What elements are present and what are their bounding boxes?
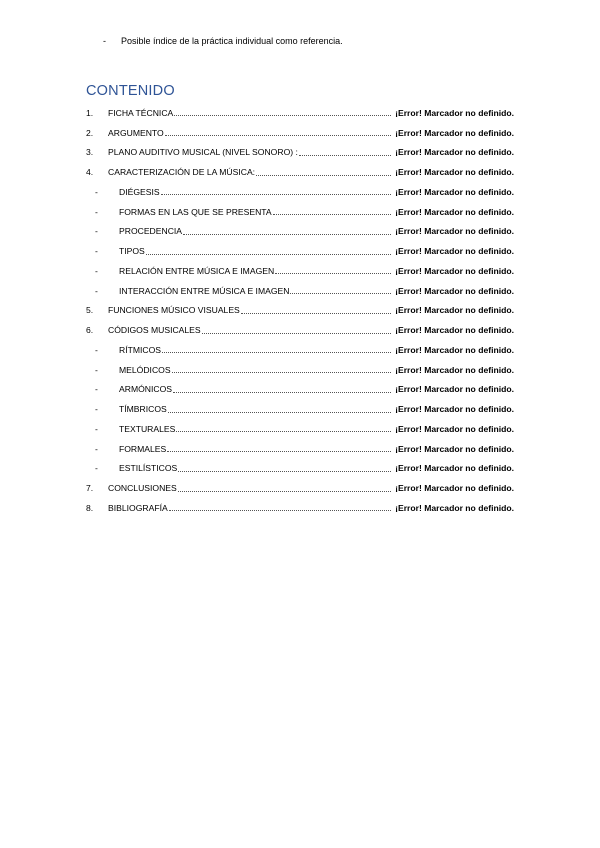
toc-subentry[interactable] xyxy=(86,340,514,360)
toc-label[interactable]: RÍTMICOS xyxy=(119,344,162,355)
toc-dot-leader xyxy=(167,441,391,452)
toc-bullet: - xyxy=(95,463,98,474)
intro-dash: - xyxy=(103,36,106,46)
toc-label[interactable]: DIÉGESIS xyxy=(119,186,160,197)
toc-label[interactable]: ESTILÍSTICOS xyxy=(119,463,178,474)
toc-dot-leader xyxy=(162,342,391,353)
toc-dot-leader xyxy=(256,165,391,176)
toc-entry[interactable] xyxy=(86,123,514,143)
toc-label[interactable]: INTERACCIÓN ENTRE MÚSICA E IMAGEN xyxy=(119,285,290,296)
toc-page-ref[interactable]: ¡Error! Marcador no definido. xyxy=(395,384,514,395)
toc-label[interactable]: FICHA TÉCNICA xyxy=(108,107,174,118)
toc-dot-leader xyxy=(275,263,391,274)
toc-number: 6. xyxy=(86,325,94,336)
toc-page-ref[interactable]: ¡Error! Marcador no definido. xyxy=(395,483,514,494)
toc-subentry[interactable] xyxy=(86,360,514,380)
toc-label[interactable]: TÍMBRICOS xyxy=(119,404,167,415)
toc-page-ref[interactable]: ¡Error! Marcador no definido. xyxy=(395,186,514,197)
toc-heading: CONTENIDO xyxy=(86,83,175,99)
toc-label[interactable]: PLANO AUDITIVO MUSICAL (NIVEL SONORO) : xyxy=(108,147,298,158)
toc-page-ref[interactable]: ¡Error! Marcador no definido. xyxy=(395,167,514,178)
toc-bullet: - xyxy=(95,384,98,395)
toc-number: 5. xyxy=(86,305,94,316)
table-of-contents xyxy=(86,103,514,518)
toc-subentry[interactable] xyxy=(86,241,514,261)
toc-subentry[interactable] xyxy=(86,182,514,202)
toc-bullet: - xyxy=(95,186,98,197)
toc-subentry[interactable] xyxy=(86,261,514,281)
toc-page-ref[interactable]: ¡Error! Marcador no definido. xyxy=(395,344,514,355)
toc-bullet: - xyxy=(95,344,98,355)
toc-page-ref[interactable]: ¡Error! Marcador no definido. xyxy=(395,127,514,138)
toc-dot-leader xyxy=(173,382,391,393)
toc-bullet: - xyxy=(95,226,98,237)
toc-entry[interactable] xyxy=(86,320,514,340)
toc-dot-leader xyxy=(172,362,392,373)
toc-subentry[interactable] xyxy=(86,202,514,222)
toc-bullet: - xyxy=(95,423,98,434)
toc-number: 1. xyxy=(86,107,94,118)
toc-subentry[interactable] xyxy=(86,399,514,419)
toc-dot-leader xyxy=(183,224,391,235)
toc-bullet: - xyxy=(95,364,98,375)
toc-dot-leader xyxy=(168,402,391,413)
intro-line xyxy=(103,36,343,46)
toc-label[interactable]: ARGUMENTO xyxy=(108,127,164,138)
toc-bullet: - xyxy=(95,265,98,276)
toc-label[interactable]: TIPOS xyxy=(119,246,145,257)
intro-text: Posible índice de la práctica individual como referencia. xyxy=(121,36,343,46)
toc-label[interactable]: FUNCIONES MÚSICO VISUALES xyxy=(108,305,240,316)
toc-page-ref[interactable]: ¡Error! Marcador no definido. xyxy=(395,423,514,434)
toc-label[interactable]: FORMAS EN LAS QUE SE PRESENTA xyxy=(119,206,272,217)
toc-dot-leader xyxy=(273,204,391,215)
toc-dot-leader xyxy=(165,125,391,136)
toc-dot-leader xyxy=(146,244,391,255)
toc-page-ref[interactable]: ¡Error! Marcador no definido. xyxy=(395,107,514,118)
toc-label[interactable]: CARACTERIZACIÓN DE LA MÚSICA: xyxy=(108,167,256,178)
toc-bullet: - xyxy=(95,285,98,296)
toc-dot-leader xyxy=(178,461,391,472)
toc-entry[interactable] xyxy=(86,162,514,182)
toc-subentry[interactable] xyxy=(86,459,514,479)
toc-page-ref[interactable]: ¡Error! Marcador no definido. xyxy=(395,443,514,454)
toc-subentry[interactable] xyxy=(86,281,514,301)
toc-number: 8. xyxy=(86,502,94,513)
toc-dot-leader xyxy=(169,500,391,511)
toc-label[interactable]: MELÓDICOS xyxy=(119,364,171,375)
toc-page-ref[interactable]: ¡Error! Marcador no definido. xyxy=(395,305,514,316)
toc-label[interactable]: PROCEDENCIA xyxy=(119,226,183,237)
toc-bullet: - xyxy=(95,246,98,257)
toc-label[interactable]: CONCLUSIONES xyxy=(108,483,177,494)
toc-page-ref[interactable]: ¡Error! Marcador no definido. xyxy=(395,364,514,375)
toc-page-ref[interactable]: ¡Error! Marcador no definido. xyxy=(395,285,514,296)
toc-entry[interactable] xyxy=(86,143,514,163)
toc-label[interactable]: RELACIÓN ENTRE MÚSICA E IMAGEN xyxy=(119,265,275,276)
toc-page-ref[interactable]: ¡Error! Marcador no definido. xyxy=(395,226,514,237)
toc-dot-leader xyxy=(178,481,391,492)
toc-number: 7. xyxy=(86,483,94,494)
toc-label[interactable]: FORMALES xyxy=(119,443,167,454)
toc-dot-leader xyxy=(174,105,391,116)
toc-dot-leader xyxy=(176,421,391,432)
toc-dot-leader xyxy=(290,283,391,294)
toc-dot-leader xyxy=(161,184,392,195)
toc-label[interactable]: TEXTURALES xyxy=(119,423,176,434)
toc-dot-leader xyxy=(202,323,391,334)
toc-page-ref[interactable]: ¡Error! Marcador no definido. xyxy=(395,147,514,158)
toc-entry[interactable] xyxy=(86,301,514,321)
toc-dot-leader xyxy=(241,303,391,314)
toc-subentry[interactable] xyxy=(86,380,514,400)
toc-number: 2. xyxy=(86,127,94,138)
toc-entry[interactable] xyxy=(86,103,514,123)
toc-page-ref[interactable]: ¡Error! Marcador no definido. xyxy=(395,206,514,217)
toc-page-ref[interactable]: ¡Error! Marcador no definido. xyxy=(395,502,514,513)
toc-page-ref[interactable]: ¡Error! Marcador no definido. xyxy=(395,404,514,415)
toc-subentry[interactable] xyxy=(86,439,514,459)
toc-label[interactable]: CÓDIGOS MUSICALES xyxy=(108,325,201,336)
toc-entry[interactable] xyxy=(86,498,514,518)
toc-page-ref[interactable]: ¡Error! Marcador no definido. xyxy=(395,246,514,257)
toc-number: 4. xyxy=(86,167,94,178)
toc-label[interactable]: ARMÓNICOS xyxy=(119,384,172,395)
toc-subentry[interactable] xyxy=(86,222,514,242)
toc-bullet: - xyxy=(95,443,98,454)
toc-page-ref[interactable]: ¡Error! Marcador no definido. xyxy=(395,265,514,276)
toc-entry[interactable] xyxy=(86,478,514,498)
toc-bullet: - xyxy=(95,206,98,217)
toc-subentry[interactable] xyxy=(86,419,514,439)
toc-bullet: - xyxy=(95,404,98,415)
toc-dot-leader xyxy=(299,145,391,156)
toc-page-ref[interactable]: ¡Error! Marcador no definido. xyxy=(395,463,514,474)
toc-label[interactable]: BIBLIOGRAFÍA xyxy=(108,502,168,513)
toc-number: 3. xyxy=(86,147,94,158)
toc-page-ref[interactable]: ¡Error! Marcador no definido. xyxy=(395,325,514,336)
